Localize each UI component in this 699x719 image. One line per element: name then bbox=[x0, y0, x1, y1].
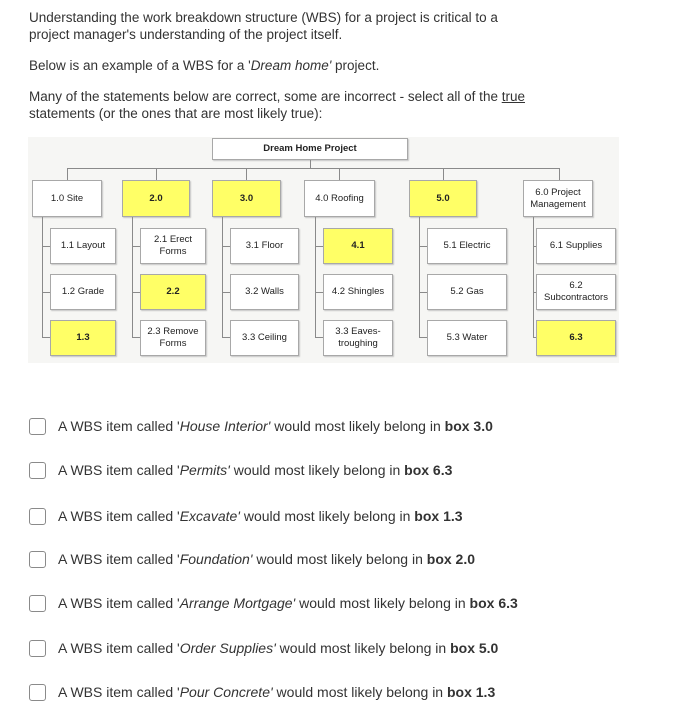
wbs-label: 4.2 Shingles bbox=[331, 286, 385, 297]
wbs-box-6-3 bbox=[536, 320, 616, 356]
option-item: Pour Concrete' bbox=[179, 684, 273, 700]
option-checkbox[interactable] bbox=[29, 640, 46, 657]
wbs-label: 5.3 Water bbox=[446, 332, 488, 343]
wbs-connector bbox=[67, 168, 560, 169]
wbs-label: 2.2 bbox=[166, 286, 180, 297]
intro-paragraph bbox=[29, 9, 669, 43]
option-box: box 6.3 bbox=[469, 595, 518, 611]
wbs-root-label: Dream Home Project bbox=[263, 143, 357, 154]
wbs-connector bbox=[419, 217, 420, 338]
option-checkbox[interactable] bbox=[29, 684, 46, 701]
option-text[interactable] bbox=[58, 462, 452, 478]
wbs-label: 3.3 Ceiling bbox=[242, 332, 287, 343]
wbs-connector bbox=[132, 217, 133, 338]
instruction-paragraph bbox=[29, 88, 669, 122]
option-7[interactable] bbox=[29, 682, 495, 702]
wbs-label: 5.1 Electric bbox=[443, 240, 491, 251]
wbs-box-5-2 bbox=[427, 274, 507, 310]
option-pre: A WBS item called ' bbox=[58, 595, 180, 611]
wbs-box-1-2 bbox=[50, 274, 116, 310]
wbs-label: 5.2 Gas bbox=[450, 286, 484, 297]
wbs-connector bbox=[559, 168, 560, 180]
example-post: project. bbox=[331, 58, 380, 73]
wbs-label: 6.2 Subcontractors bbox=[544, 280, 608, 303]
wbs-label: 1.3 bbox=[76, 332, 90, 343]
option-6[interactable] bbox=[29, 638, 498, 658]
option-checkbox[interactable] bbox=[29, 462, 46, 479]
wbs-root-box bbox=[212, 138, 408, 160]
wbs-connector bbox=[533, 217, 534, 338]
option-4[interactable] bbox=[29, 549, 475, 569]
wbs-box-6-2 bbox=[536, 274, 616, 310]
option-text[interactable] bbox=[58, 684, 495, 700]
wbs-label: 5.0 bbox=[436, 192, 450, 204]
option-checkbox[interactable] bbox=[29, 508, 46, 525]
wbs-box-4-0 bbox=[304, 180, 375, 217]
wbs-label: 4.0 Roofing bbox=[315, 192, 364, 204]
wbs-label: 1.0 Site bbox=[50, 192, 84, 204]
wbs-label: 2.3 Remove Forms bbox=[147, 326, 199, 349]
instruction-line-2: statements (or the ones that are most likely true): bbox=[29, 106, 323, 121]
wbs-connector bbox=[42, 217, 43, 338]
option-pre: A WBS item called ' bbox=[58, 640, 180, 656]
option-text[interactable] bbox=[58, 508, 463, 524]
option-pre: A WBS item called ' bbox=[58, 551, 180, 567]
instruction-pre: Many of the statements below are correct, some are incorrect - select all of the bbox=[29, 89, 502, 104]
option-2[interactable] bbox=[29, 460, 452, 480]
wbs-diagram bbox=[28, 137, 619, 363]
example-paragraph bbox=[29, 57, 669, 74]
wbs-connector bbox=[310, 160, 311, 168]
option-box: box 1.3 bbox=[446, 684, 496, 700]
option-mid: would most likely belong in bbox=[252, 551, 427, 567]
example-pre: Below is an example of a WBS for a ' bbox=[29, 58, 251, 73]
wbs-box-1-0 bbox=[32, 180, 102, 217]
wbs-connector bbox=[246, 168, 247, 180]
wbs-label: 4.1 bbox=[351, 240, 365, 251]
option-pre: A WBS item called ' bbox=[58, 684, 180, 700]
option-box: box 6.3 bbox=[404, 462, 453, 478]
wbs-box-4-1 bbox=[323, 228, 393, 264]
option-text[interactable] bbox=[58, 418, 493, 434]
wbs-box-3-3 bbox=[230, 320, 299, 356]
option-pre: A WBS item called ' bbox=[58, 462, 180, 478]
option-5[interactable] bbox=[29, 593, 518, 613]
wbs-box-3-2 bbox=[230, 274, 299, 310]
option-item: Foundation' bbox=[179, 551, 253, 567]
option-mid: would most likely belong in bbox=[272, 684, 447, 700]
wbs-label: 6.1 Supplies bbox=[549, 240, 603, 251]
wbs-connector bbox=[67, 168, 68, 180]
wbs-connector bbox=[315, 217, 316, 338]
wbs-label: 3.1 Floor bbox=[245, 240, 284, 251]
option-text[interactable] bbox=[58, 551, 475, 567]
option-box: box 2.0 bbox=[426, 551, 476, 567]
option-3[interactable] bbox=[29, 506, 463, 526]
option-box: box 1.3 bbox=[414, 508, 463, 524]
instruction-true: true bbox=[501, 89, 525, 104]
option-item: Permits' bbox=[179, 462, 230, 478]
wbs-box-3-1 bbox=[230, 228, 299, 264]
wbs-box-5-1 bbox=[427, 228, 507, 264]
wbs-box-2-1 bbox=[140, 228, 206, 264]
option-text[interactable] bbox=[58, 640, 498, 656]
intro-line-2: project manager's understanding of the project itself. bbox=[29, 27, 343, 42]
wbs-label: 1.2 Grade bbox=[61, 286, 105, 297]
wbs-label: 3.3 Eaves-troughing bbox=[335, 326, 381, 349]
wbs-box-2-3 bbox=[140, 320, 206, 356]
wbs-connector bbox=[443, 168, 444, 180]
wbs-box-5-0 bbox=[409, 180, 477, 217]
example-project-name: Dream home' bbox=[250, 58, 332, 73]
option-mid: would most likely belong in bbox=[275, 640, 451, 656]
wbs-label: 3.0 bbox=[239, 192, 254, 204]
wbs-box-1-3 bbox=[50, 320, 116, 356]
option-item: Excavate' bbox=[179, 508, 240, 524]
wbs-box-4-3 bbox=[323, 320, 393, 356]
wbs-label: 2.1 Erect Forms bbox=[153, 234, 193, 257]
option-text[interactable] bbox=[58, 595, 518, 611]
wbs-box-4-2 bbox=[323, 274, 393, 310]
wbs-box-5-3 bbox=[427, 320, 507, 356]
wbs-box-1-1 bbox=[50, 228, 116, 264]
option-box: box 3.0 bbox=[444, 418, 493, 434]
option-pre: A WBS item called ' bbox=[58, 418, 180, 434]
intro-line-1: Understanding the work breakdown structure (WBS) for a project is critical to a bbox=[29, 10, 498, 25]
wbs-connector bbox=[339, 168, 340, 180]
option-item: Order Supplies' bbox=[179, 640, 276, 656]
option-mid: would most likely belong in bbox=[270, 418, 445, 434]
option-1[interactable] bbox=[29, 416, 493, 436]
option-checkbox[interactable] bbox=[29, 551, 46, 568]
option-mid: would most likely belong in bbox=[295, 595, 470, 611]
wbs-label: 6.3 bbox=[569, 332, 583, 343]
wbs-connector bbox=[222, 217, 223, 338]
wbs-label: 2.0 bbox=[149, 192, 163, 204]
wbs-box-6-0 bbox=[523, 180, 593, 217]
wbs-connector bbox=[156, 168, 157, 180]
option-checkbox[interactable] bbox=[29, 595, 46, 612]
option-checkbox[interactable] bbox=[29, 418, 46, 435]
option-item: House Interior' bbox=[179, 418, 271, 434]
wbs-box-2-0 bbox=[122, 180, 190, 217]
option-mid: would most likely belong in bbox=[229, 462, 405, 478]
option-item: Arrange Mortgage' bbox=[179, 595, 296, 611]
option-box: box 5.0 bbox=[450, 640, 499, 656]
wbs-box-2-2 bbox=[140, 274, 206, 310]
option-pre: A WBS item called ' bbox=[58, 508, 180, 524]
wbs-box-3-0 bbox=[212, 180, 281, 217]
wbs-label: 3.2 Walls bbox=[245, 286, 284, 297]
option-mid: would most likely belong in bbox=[239, 508, 415, 524]
wbs-label: 1.1 Layout bbox=[60, 240, 106, 251]
wbs-box-6-1 bbox=[536, 228, 616, 264]
wbs-label: 6.0 Project Management bbox=[530, 186, 586, 210]
